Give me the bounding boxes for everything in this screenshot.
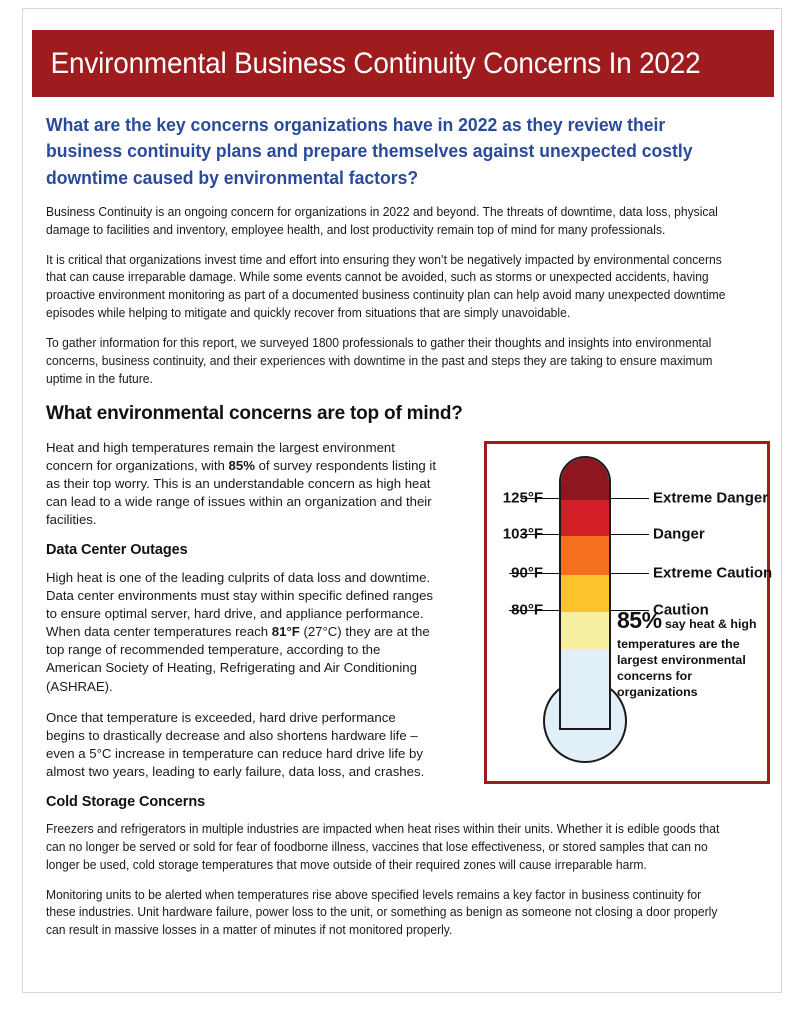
section-heading: What environmental concerns are top of mind? <box>46 402 463 424</box>
left-p2-post: (27°C) they are at the top range of recommended temperature, according to the American Society of Heating, Refrigerating and Air Conditioning (ASHRAE). <box>46 624 430 694</box>
temperature-label: 103°F <box>502 525 543 543</box>
caution-band <box>561 575 609 612</box>
temperature-label: 90°F <box>511 564 543 582</box>
safe-band <box>561 612 609 650</box>
tick-leader-line-left <box>521 534 559 535</box>
zone-label: Extreme Caution <box>653 564 773 582</box>
extreme-danger-band <box>561 458 609 500</box>
left-p2-bold: 81°F <box>271 624 300 640</box>
thermometer-wrap <box>487 444 773 781</box>
callout-percentage: 85% <box>617 606 662 633</box>
tick-leader-line-left <box>509 610 559 611</box>
temperature-label: 125°F <box>502 489 543 507</box>
zone-label: Extreme Danger <box>653 489 769 507</box>
bottom-paragraph-2: Monitoring units to be alerted when temperatures rise above specified levels remains a key factor in business continuity for these industries. Unit hardware failure, power loss to the unit, or something as benign as someone not closing a door properly can result in massive losses in a matter of minutes if not monitored properly. <box>46 887 718 938</box>
subheading-cold-storage-concerns: Cold Storage Concerns <box>46 793 206 810</box>
tick-leader-line-right <box>611 534 649 535</box>
tick-leader-line-right <box>611 498 649 499</box>
zone-label: Danger <box>653 525 705 543</box>
intro-paragraph-1: Business Continuity is an ongoing concern for organizations in 2022 and beyond. The threats of downtime, data loss, physical damage to facilities and inventory, employee health, and lost productivity remain top of mind for many professionals. <box>46 204 718 237</box>
thermometer-infographic <box>484 441 773 784</box>
document-content <box>46 112 773 952</box>
tick-leader-line-left <box>509 573 559 574</box>
cool-band <box>561 650 609 728</box>
bottom-paragraph-1: Freezers and refrigerators in multiple industries are impacted when heat rises within their units. Whether it is edible goods that can no longer be served or sold for fear of foodborne illness, vaccines that lose effectiveness, or stored samples that can no longer be used, cold storage temperatures that move outside of their required zones will cause irreparable harm. <box>46 821 720 872</box>
thermometer-callout <box>617 606 767 700</box>
document-page <box>22 8 782 993</box>
left-p2-pre: High heat is one of the leading culprits of data loss and downtime. Data center environments must stay within specific defined ranges to ensure optimal server, hard drive, and appliance performance. When data center temperatures reach <box>46 570 434 640</box>
left-p1-post: of survey respondents listing it as their top worry. This is an understandable concern as high heat can lead to a wide range of issues within an organization and their facilities. <box>46 457 436 527</box>
intro-paragraph-3: To gather information for this report, we surveyed 1800 professionals to gather their thoughts and insights into environmental concerns, business continuity, and their experiences with downtime in the past and steps they are taking to ensure maximum uptime in the future. <box>46 336 713 386</box>
intro-paragraph-2: It is critical that organizations invest time and effort into ensuring they won’t be negatively impacted by environmental concerns that can cause irreparable damage. While some events cannot be avoided, such as storms or unexpected accidents, having proactive environment monitoring as part of a documented business continuity plan can help avoid many unexpected downtime episodes while helping to mitigate and quickly recover from situations that are simply unavoidable. <box>46 252 726 321</box>
temperature-label: 80°F <box>511 601 543 619</box>
extreme-caution-band <box>561 536 609 575</box>
page-header-bar <box>32 30 774 97</box>
left-p1-pre: Heat and high temperatures remain the largest environment concern for organizations, with <box>46 439 395 473</box>
tick-leader-line-right <box>611 573 649 574</box>
lede-question: What are the key concerns organizations have in 2022 as they review their business continuity plans and prepare themselves against unexpected costly downtime caused by environmental factors? <box>46 114 693 188</box>
tick-leader-line-left <box>521 498 559 499</box>
subheading-data-center-outages: Data Center Outages <box>46 542 188 559</box>
left-paragraph-1 <box>46 439 438 529</box>
danger-band <box>561 500 609 536</box>
callout-text: say heat & high temperatures are the largest environmental concerns for organizations <box>617 616 757 699</box>
left-paragraph-2 <box>46 569 438 696</box>
two-column-region <box>46 439 773 810</box>
left-column <box>46 439 438 810</box>
page-title: Environmental Business Continuity Concerns In 2022 <box>50 46 701 80</box>
left-paragraph-3: Once that temperature is exceeded, hard drive performance begins to drastically decrease and also shortens hardware life – even a 5°C increase in temperature can reduce hard drive life by almost two years, leading to early failure, data loss, and crashes. <box>46 709 425 779</box>
thermometer-tube <box>559 456 611 730</box>
left-p1-bold: 85% <box>228 457 255 473</box>
zone-label: Caution <box>653 601 709 619</box>
